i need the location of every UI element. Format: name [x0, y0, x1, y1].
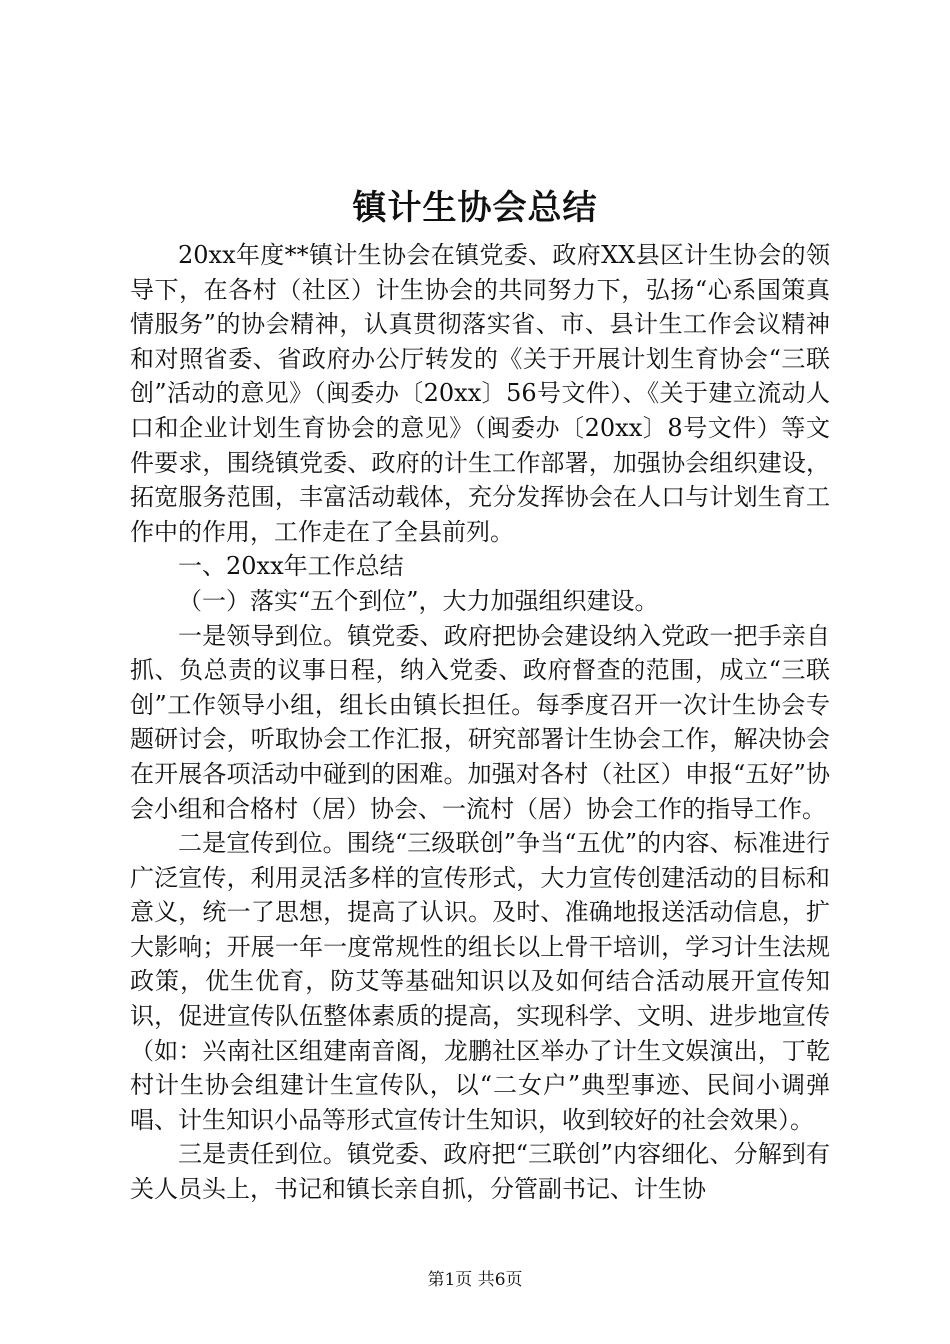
paragraph-intro: 20xx年度**镇计生协会在镇党委、政府XX县区计生协会的领导下，在各村（社区）计生协会的共同努力下，弘扬“心系国策真情服务”的协会精神，认真贯彻落实省、市、县计生工作会议精神和对照省委、省政府办公厅转发的《关于开展计划生育协会“三联创”活动的意见》（闽委办〔20xx〕56号文件）、《关于建立流动人口和企业计划生育协会的意见》（闽委办〔20xx〕8号文件）等文件要求，围绕镇党委、政府的计生工作部署，加强协会组织建设，拓宽服务范围，丰富活动载体，充分发挥协会在人口与计划生育工作中的作用，工作走在了全县前列。 [130, 241, 830, 546]
paragraph-responsibility: 三是责任到位。镇党委、政府把“三联创”内容细化、分解到有关人员头上，书记和镇长亲自抓，分管副书记、计生协 [130, 1140, 830, 1204]
section-heading: 一、20xx年工作总结 [178, 552, 404, 581]
paragraph-leadership: 一是领导到位。镇党委、政府把协会建设纳入党政一把手亲自抓、负总责的议事日程，纳入党委、政府督查的范围，成立“三联创”工作领导小组，组长由镇长担任。每季度召开一次计生协会专题研讨会，听取协会工作汇报，研究部署计生协会工作，解决协会在开展各项活动中碰到的困难。加强对各村（社区）申报“五好”协会小组和合格村（居）协会、一流村（居）协会工作的指导工作。 [130, 621, 830, 823]
document-title: 镇计生协会总结 [352, 188, 598, 228]
paragraph-publicity: 二是宣传到位。围绕“三级联创”争当“五优”的内容、标准进行广泛宣传，利用灵活多样的宣传形式，大力宣传创建活动的目标和意义，统一了思想，提高了认识。及时、准确地报送活动信息，扩大影响；开展一年一度常规性的组长以上骨干培训，学习计生法规政策，优生优育，防艾等基础知识以及如何结合活动展开宣传知识，促进宣传队伍整体素质的提高，实现科学、文明、进步地宣传（如：兴南社区组建南音阁，龙鹏社区举办了计生文娱演出，丁乾村计生协会组建计生宣传队，以“二女户”典型事迹、民间小调弹唱、计生知识小品等形式宣传计生知识，收到较好的社会效果）。 [130, 829, 830, 1134]
page-footer: 第1页 共6页 [427, 1270, 523, 1290]
subsection-heading: （一）落实“五个到位”，大力加强组织建设。 [178, 586, 659, 615]
document-body [130, 238, 830, 1207]
